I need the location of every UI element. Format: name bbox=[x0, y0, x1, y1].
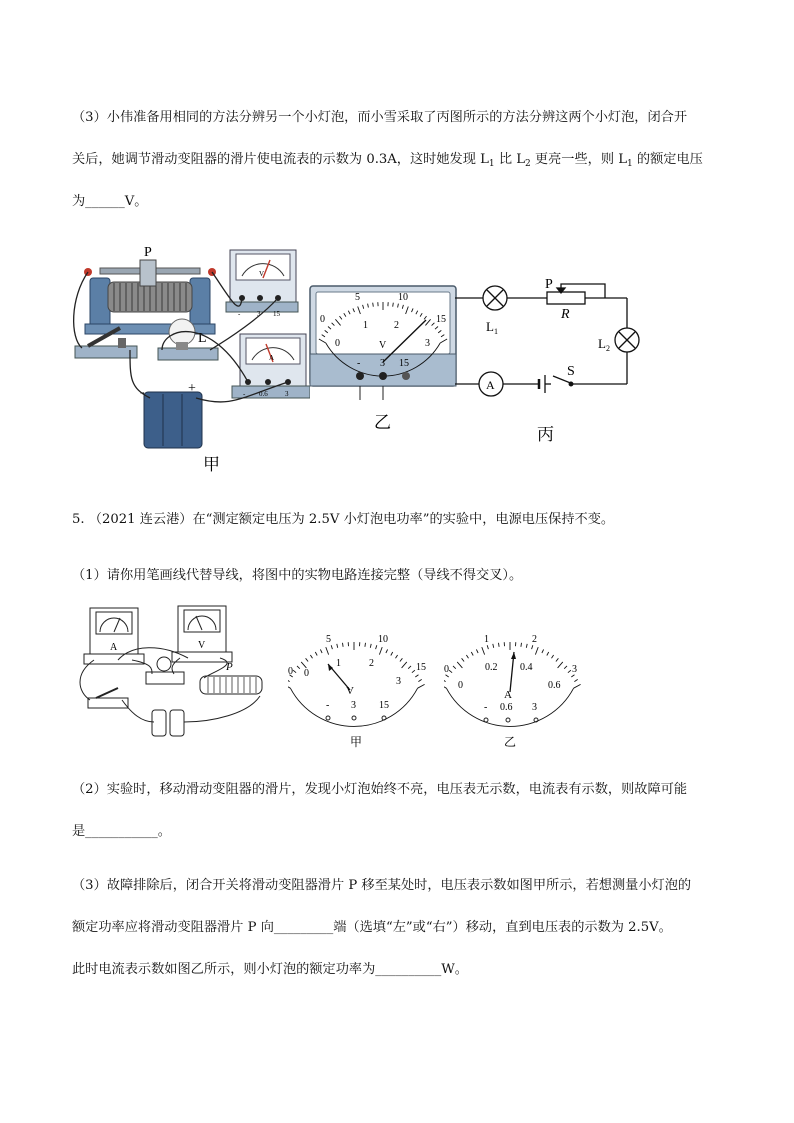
small-ammeter-letter: A bbox=[269, 354, 275, 362]
battery-plus-label: + bbox=[188, 381, 196, 396]
q5-v-letter: V bbox=[346, 685, 354, 697]
q5-ammeter-letter: A bbox=[110, 642, 118, 653]
dial-tick bbox=[288, 684, 290, 688]
circuit-ammeter-a: A bbox=[486, 378, 495, 392]
dial-tick bbox=[376, 645, 377, 649]
dial-tick bbox=[293, 670, 296, 673]
circuit-label-s: S bbox=[567, 364, 575, 379]
dial-tick bbox=[365, 643, 366, 647]
dial-tick bbox=[446, 675, 449, 677]
dial-tick bbox=[521, 643, 522, 647]
small-voltmeter-term-3: 3 bbox=[257, 310, 261, 318]
dial-tick bbox=[370, 644, 371, 648]
dial-tick bbox=[449, 670, 452, 673]
dial-tick bbox=[526, 644, 527, 648]
big-v-term-minus: - bbox=[357, 358, 361, 369]
q5-voltmeter-ticks bbox=[288, 642, 425, 726]
q5-voltmeter-letter: V bbox=[198, 640, 206, 651]
dial-tick bbox=[574, 684, 581, 688]
big-v-term-3: 3 bbox=[380, 358, 385, 369]
q4-part3-line3: 为______V。 bbox=[72, 194, 148, 209]
dial-tick bbox=[466, 655, 468, 658]
dial-tick bbox=[571, 675, 574, 677]
q5-part3-line3: 此时电流表示数如图乙所示，则小灯泡的额定功率为__________W。 bbox=[72, 962, 468, 977]
big-v-letter: V bbox=[379, 340, 387, 351]
q5-v-term-3: 3 bbox=[351, 700, 356, 711]
q5-a-letter: A bbox=[504, 689, 512, 701]
big-v-bottom-3: 3 bbox=[425, 338, 430, 349]
dial-tick bbox=[415, 675, 418, 677]
dial-tick bbox=[379, 647, 382, 655]
dial-tick bbox=[444, 684, 446, 688]
q5-v-bottom-1: 1 bbox=[336, 658, 341, 669]
dial-tick bbox=[301, 662, 306, 668]
dial-tick bbox=[297, 666, 300, 669]
q5-v-top-15: 15 bbox=[416, 662, 426, 673]
q5-a-term-minus: - bbox=[484, 702, 488, 713]
big-v-bottom-0: 0 bbox=[335, 338, 340, 349]
q5-v-bottom-3: 3 bbox=[396, 676, 401, 687]
circuit-diagram-bing bbox=[455, 272, 645, 447]
dial-tick bbox=[288, 679, 290, 681]
big-v-bottom-2: 2 bbox=[394, 320, 399, 331]
dial-tick bbox=[306, 658, 309, 661]
circuit-label-l1: $L_1$ bbox=[486, 319, 498, 336]
q5-a-top-3: 3 bbox=[572, 664, 577, 675]
dial-tick bbox=[542, 649, 544, 653]
dial-tick bbox=[564, 666, 567, 669]
dial-tick bbox=[373, 303, 374, 307]
dial-tick bbox=[331, 645, 332, 649]
big-v-bottom-1: 1 bbox=[363, 320, 368, 331]
q4-part3-line2: 关后，她调节滑动变阻器的滑片使电流表的示数为 0.3A，这时她发现 $L_1$ 比 $L_2$ 更亮一些，则 $L_1$ 的额定电压 bbox=[72, 152, 703, 169]
q5-caption-jia: 甲 bbox=[350, 735, 363, 749]
dial-tick bbox=[476, 649, 478, 653]
big-v-top-5: 5 bbox=[355, 292, 360, 303]
q5-part2-line1: （2）实验时，移动滑动变阻器的滑片，发现小灯泡始终不亮，电压表无示数，电流表有示数，则故障可能 bbox=[72, 782, 688, 797]
q5-v-bottom-2: 2 bbox=[369, 658, 374, 669]
small-ammeter-term-3: 3 bbox=[285, 390, 289, 398]
dial-tick bbox=[315, 652, 317, 656]
dial-tick bbox=[568, 670, 571, 673]
q5-a-bottom-0: 0 bbox=[458, 680, 463, 691]
bulb-label-l: L bbox=[198, 331, 207, 346]
q5-v-term-minus: - bbox=[326, 700, 330, 711]
big-v-term-15: 15 bbox=[399, 358, 409, 369]
rheostat-illustration bbox=[84, 245, 216, 334]
dial-tick bbox=[412, 670, 415, 673]
big-v-top-15: 15 bbox=[436, 314, 446, 325]
q5-meter-yi bbox=[444, 626, 594, 750]
caption-jia: 甲 bbox=[203, 455, 220, 474]
q5-part3-line1: （3）故障排除后，闭合开关将滑动变阻器滑片 P 移至某处时，电压表示数如图甲所示，若想测量小灯泡的 bbox=[72, 878, 692, 893]
battery-illustration bbox=[140, 381, 202, 448]
dial-tick bbox=[547, 652, 549, 656]
q5-part1: （1）请你用笔画线代替导线，将图中的实物电路连接完整（导线不得交叉）。 bbox=[72, 568, 523, 583]
dial-tick bbox=[532, 645, 533, 649]
dial-tick bbox=[535, 647, 538, 655]
dial-tick bbox=[574, 679, 577, 681]
battery-minus-label: - bbox=[140, 385, 145, 400]
q5-v-term-15: 15 bbox=[379, 700, 389, 711]
caption-bing: 丙 bbox=[537, 425, 554, 444]
circuit-label-p: P bbox=[545, 277, 553, 292]
dial-tick bbox=[457, 662, 462, 668]
dial-tick bbox=[493, 644, 494, 648]
q5-rheostat-label-p: P bbox=[226, 661, 233, 673]
dial-tick bbox=[462, 658, 465, 661]
dial-tick bbox=[558, 662, 563, 668]
dial-tick bbox=[418, 684, 425, 688]
q5-stem: 5. （2021 连云港）在“测定额定电压为 2.5V 小灯泡电功率”的实验中，电源电压保持不变。 bbox=[72, 512, 615, 527]
dial-tick bbox=[386, 649, 388, 653]
dial-tick bbox=[310, 655, 312, 658]
big-v-top-10: 10 bbox=[398, 292, 408, 303]
q5-a-bottom-04: 0.4 bbox=[520, 662, 533, 673]
dial-tick bbox=[453, 666, 456, 669]
q5-a-term-06: 0.6 bbox=[500, 702, 513, 713]
q5-v-bottom-0: 0 bbox=[304, 668, 309, 679]
dial-tick bbox=[391, 652, 393, 656]
small-ammeter-term-06: 0.6 bbox=[259, 390, 268, 398]
q5-part3-line2: 额定功率应将滑动变阻器滑片 P 向_________端（选填“左”或“右”）移动，直到电压表的示数为 2.5V。 bbox=[72, 920, 672, 935]
dial-tick bbox=[556, 658, 559, 661]
dial-tick bbox=[444, 679, 446, 681]
dial-tick bbox=[400, 658, 403, 661]
q5-a-top-2: 2 bbox=[532, 634, 537, 645]
q5-caption-yi: 乙 bbox=[504, 735, 517, 749]
dial-tick bbox=[408, 666, 411, 669]
rheostat-label-p: P bbox=[144, 245, 152, 260]
apparatus-figure-jia bbox=[70, 238, 310, 478]
caption-yi: 乙 bbox=[374, 413, 391, 432]
q5-part2-line2: 是___________。 bbox=[72, 824, 171, 839]
small-voltmeter-term-minus: - bbox=[238, 310, 241, 318]
dial-tick bbox=[487, 645, 488, 649]
dial-tick bbox=[393, 303, 394, 307]
q5-a-top-0: 0 bbox=[444, 664, 449, 675]
dial-tick bbox=[337, 644, 338, 648]
q5-a-top-1: 1 bbox=[484, 634, 489, 645]
dial-tick bbox=[343, 643, 344, 647]
dial-tick bbox=[418, 679, 421, 681]
q5-apparatus-figure bbox=[72, 604, 282, 744]
big-v-top-0: 0 bbox=[320, 314, 325, 325]
circuit-label-l2: $L_2$ bbox=[598, 336, 610, 353]
q5-a-term-3: 3 bbox=[532, 702, 537, 713]
circuit-label-r: R bbox=[561, 307, 570, 322]
large-voltmeter-figure-yi bbox=[308, 284, 458, 434]
dial-tick bbox=[482, 647, 485, 655]
q4-part3-line1: （3）小伟准备用相同的方法分辨另一个小灯泡，而小雪采取了丙图所示的方法分辨这两个小灯泡，闭合开 bbox=[72, 110, 688, 125]
dial-tick bbox=[499, 643, 500, 647]
q5-a-bottom-02: 0.2 bbox=[485, 662, 498, 673]
dial-tick bbox=[471, 652, 473, 656]
small-voltmeter-illustration bbox=[226, 250, 298, 318]
q5-a-bottom-06: 0.6 bbox=[548, 680, 561, 691]
small-voltmeter-letter: V bbox=[259, 270, 265, 278]
q5-v-top-5: 5 bbox=[326, 634, 331, 645]
dial-tick bbox=[402, 662, 407, 668]
small-voltmeter-term-15: 15 bbox=[273, 310, 280, 318]
dial-tick bbox=[326, 647, 329, 655]
q5-v-top-0: 0 bbox=[288, 666, 293, 677]
q5-v-top-10: 10 bbox=[378, 634, 388, 645]
q5-meter-jia bbox=[288, 626, 438, 750]
small-ammeter-term-minus: - bbox=[243, 390, 246, 398]
dial-tick bbox=[396, 655, 398, 658]
dial-tick bbox=[552, 655, 554, 658]
dial-tick bbox=[320, 649, 322, 653]
